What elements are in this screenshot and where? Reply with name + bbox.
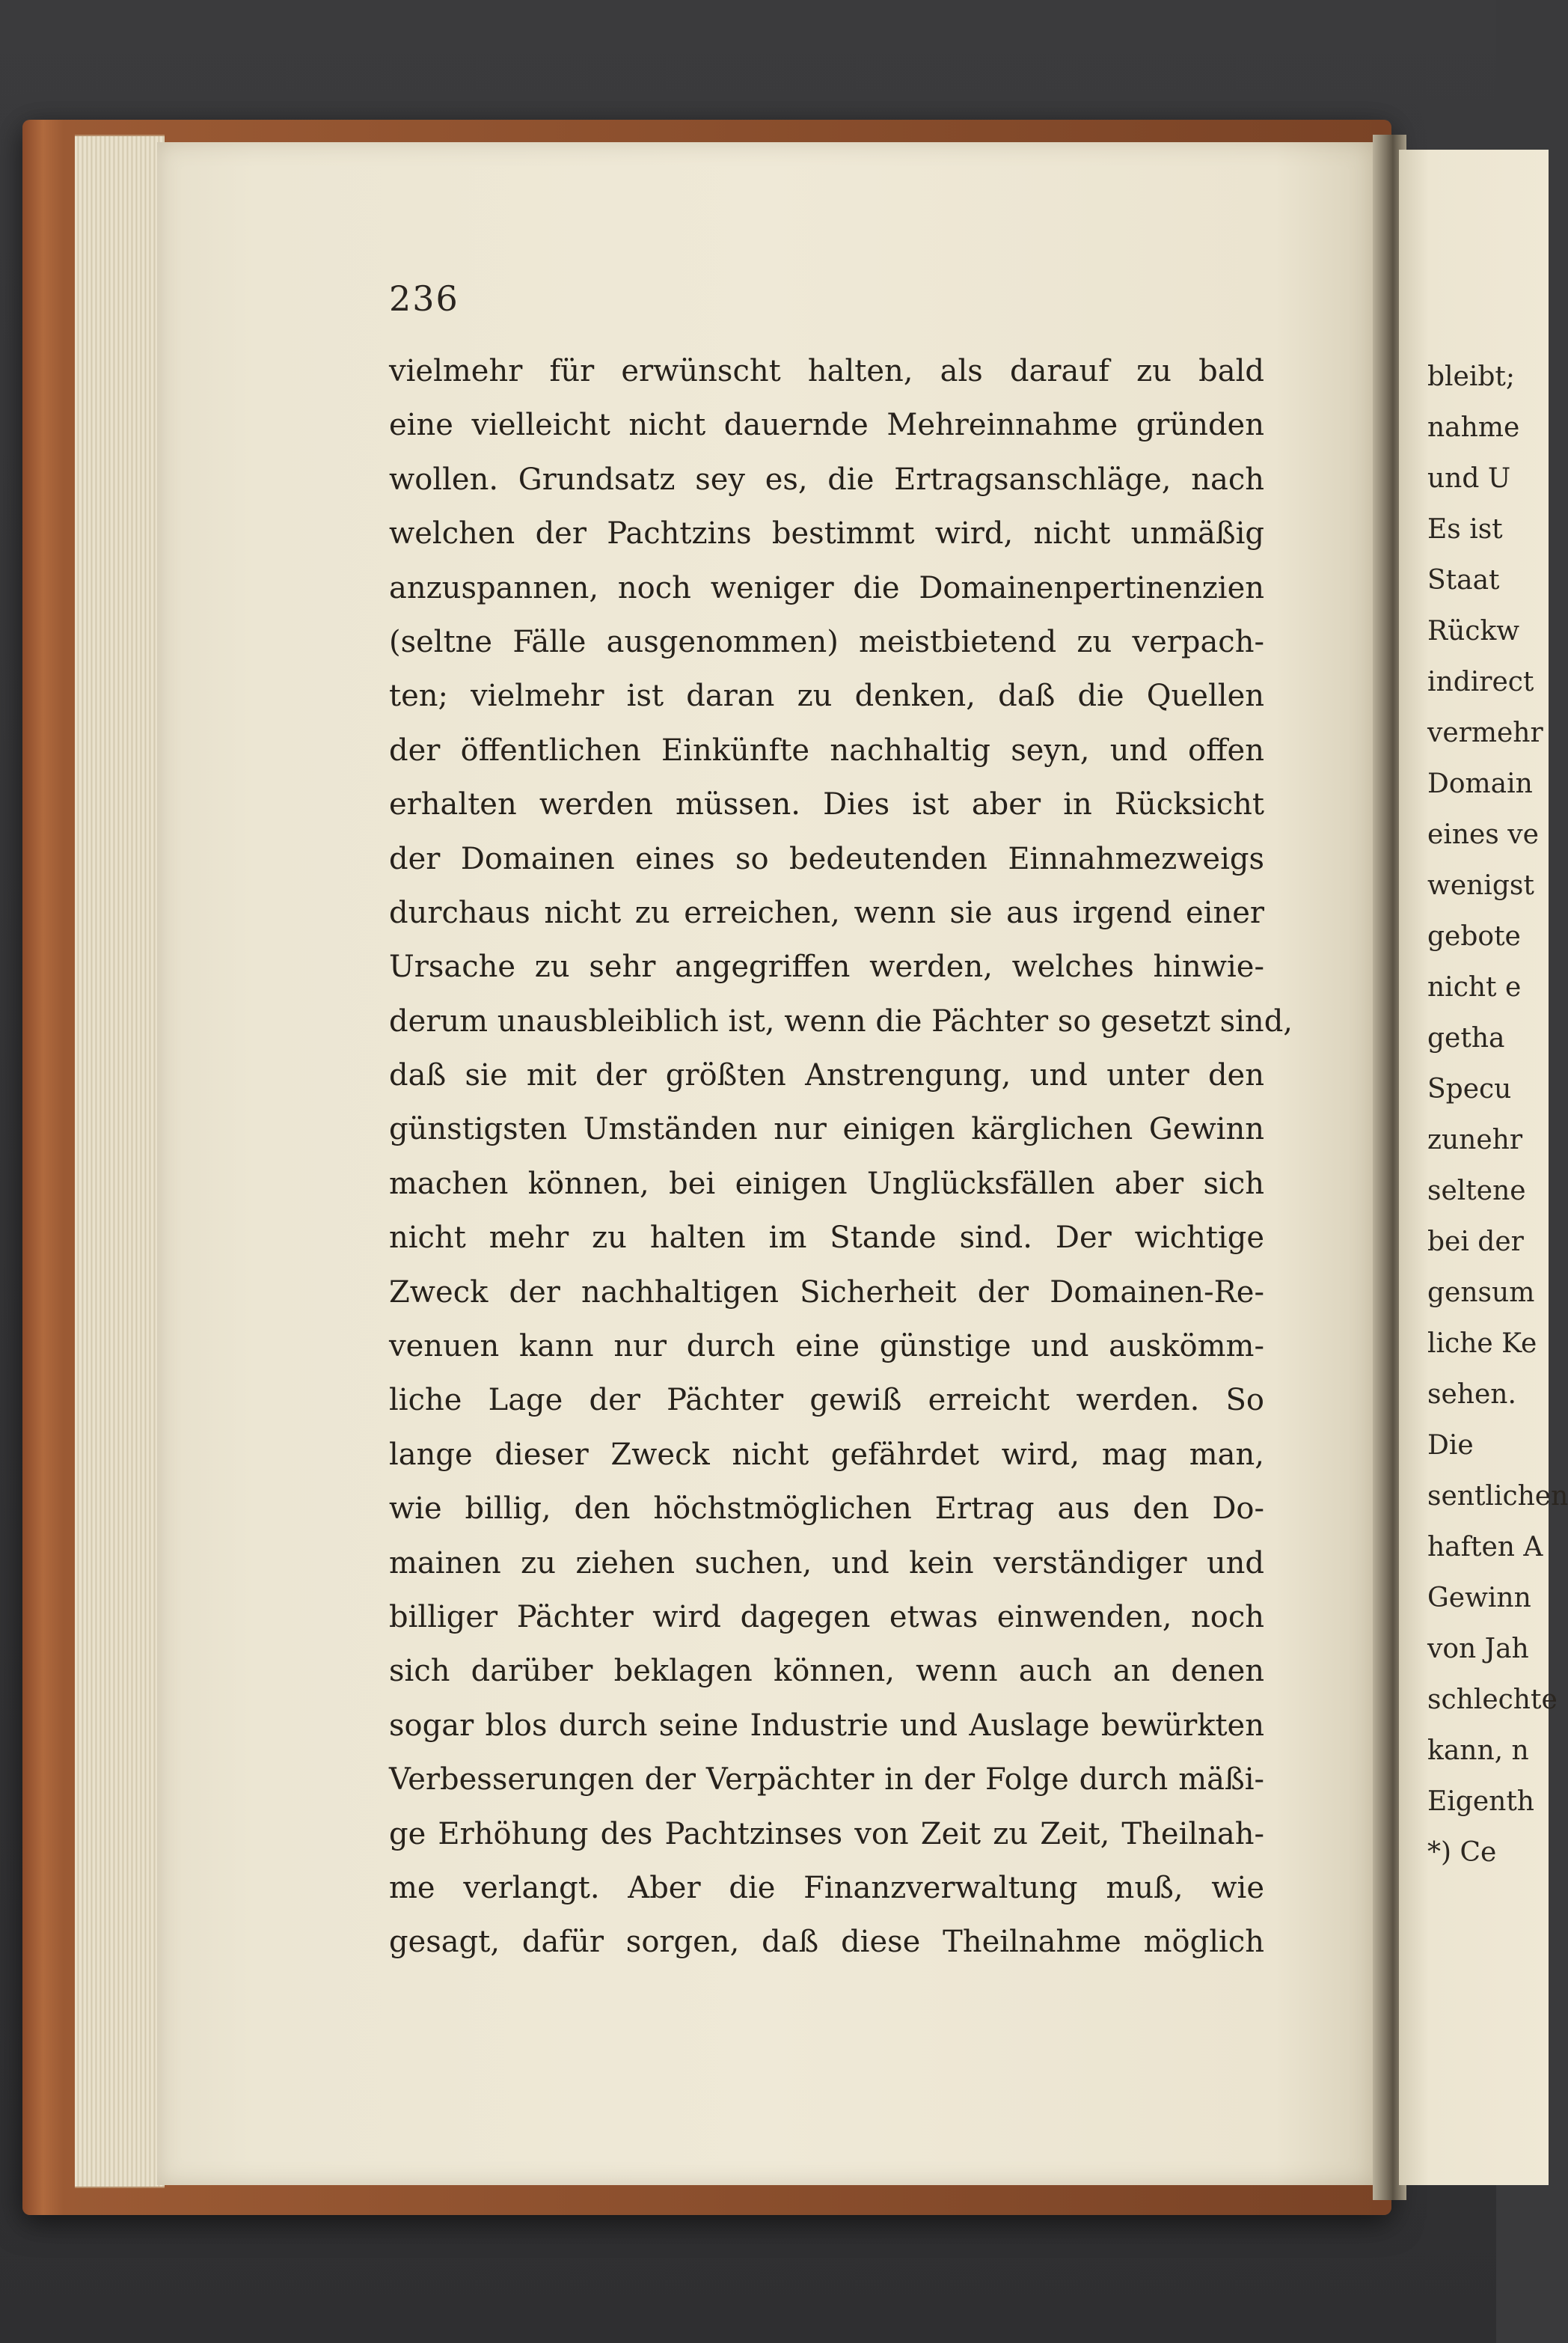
facing-text-line: seltene [1427, 1176, 1526, 1206]
facing-text-line: bei der [1427, 1227, 1524, 1257]
facing-text-line: sentlichen [1427, 1481, 1568, 1512]
facing-text-line: getha [1427, 1023, 1505, 1054]
text-line: sich darüber beklagen können, wenn auch an denen [389, 1654, 1264, 1689]
text-line: me verlangt. Aber die Finanzverwaltung muß, wie [389, 1870, 1264, 1905]
text-line: gesagt, dafür sorgen, daß diese Theilnahme möglich [389, 1925, 1264, 1960]
facing-text-line: nahme [1427, 412, 1520, 443]
text-line: Ursache zu sehr angegriffen werden, welches hinwie- [389, 950, 1264, 985]
text-line: ten; vielmehr ist daran zu denken, daß die Quellen [389, 679, 1264, 714]
text-line: der Domainen eines so bedeutenden Einnahmezweigs [389, 841, 1264, 876]
text-line: vielmehr für erwünscht halten, als darauf zu bald [389, 354, 1264, 388]
facing-text-line: wenigst [1427, 870, 1534, 901]
facing-text-line: indirect [1427, 667, 1534, 697]
text-line: wollen. Grundsatz sey es, die Ertragsanschläge, nach [389, 462, 1264, 497]
text-line: Verbesserungen der Verpächter in der Folge durch mäßi- [389, 1762, 1264, 1797]
facing-text-line: nicht e [1427, 972, 1522, 1003]
text-line: eine vielleicht nicht dauernde Mehreinnahme gründen [389, 408, 1264, 443]
page-body-text [389, 344, 1293, 1970]
text-line: lange dieser Zweck nicht gefährdet wird, mag man, [389, 1437, 1264, 1472]
text-line: nicht mehr zu halten im Stande sind. Der wichtige [389, 1221, 1264, 1256]
facing-page-text [1427, 352, 1568, 1878]
facing-text-line: schlechte [1427, 1684, 1558, 1715]
text-line: billiger Pächter wird dagegen etwas einwenden, noch [389, 1599, 1264, 1634]
text-line: anzuspannen, noch weniger die Domainenpertinenzien [389, 570, 1264, 605]
facing-text-line: Eigenth [1427, 1786, 1534, 1817]
facing-text-line: Rückw [1427, 616, 1520, 647]
facing-text-line: kann, n [1427, 1735, 1529, 1766]
facing-text-line: Staat [1427, 565, 1500, 596]
facing-text-line: sehen. [1427, 1379, 1516, 1410]
text-line: derum unausbleiblich ist, wenn die Pächter so gesetzt sind, [389, 1004, 1293, 1039]
facing-text-line: haften A [1427, 1532, 1543, 1562]
text-line: machen können, bei einigen Unglücksfällen aber sich [389, 1166, 1264, 1201]
facing-text-line: von Jah [1427, 1634, 1529, 1664]
facing-text-line: eines ve [1427, 819, 1539, 850]
facing-text-line: bleibt; [1427, 361, 1516, 392]
text-line: erhalten werden müssen. Dies ist aber in Rücksicht [389, 787, 1264, 822]
facing-text-line: vermehr [1427, 718, 1543, 748]
text-line: wie billig, den höchstmöglichen Ertrag aus den Do- [389, 1491, 1264, 1527]
facing-text-line: Die [1427, 1430, 1474, 1461]
text-line: ge Erhöhung des Pachtzinses von Zeit zu Zeit, Theilnah- [389, 1816, 1264, 1851]
facing-text-line: Domain [1427, 769, 1533, 799]
facing-text-line: zunehr [1427, 1125, 1523, 1155]
facing-text-line: *) Ce [1427, 1837, 1497, 1868]
page-edges [75, 135, 165, 2188]
text-line: daß sie mit der größten Anstrengung, und unter den [389, 1058, 1264, 1093]
facing-text-line: Es ist [1427, 514, 1503, 545]
facing-text-line: Gewinn [1427, 1583, 1531, 1613]
facing-page [1399, 150, 1568, 2185]
facing-text-line: liche Ke [1427, 1328, 1537, 1359]
text-line: günstigsten Umständen nur einigen kärglichen Gewinn [389, 1112, 1264, 1147]
text-line: der öffentlichen Einkünfte nachhaltig seyn, und offen [389, 733, 1264, 768]
facing-text-line: gebote [1427, 921, 1521, 952]
text-line: durchaus nicht zu erreichen, wenn sie aus irgend einer [389, 895, 1264, 930]
facing-text-line: gensum [1427, 1277, 1535, 1308]
page-number: 236 [389, 278, 459, 319]
text-line: mainen zu ziehen suchen, und kein verständiger und [389, 1545, 1264, 1580]
facing-text-line: Specu [1427, 1074, 1512, 1105]
text-line: Zweck der nachhaltigen Sicherheit der Domainen-Re- [389, 1274, 1264, 1310]
text-line: liche Lage der Pächter gewiß erreicht werden. So [389, 1383, 1264, 1418]
facing-text-line: und U [1427, 463, 1511, 494]
text-line: welchen der Pachtzins bestimmt wird, nicht unmäßig [389, 516, 1264, 552]
text-line: (seltne Fälle ausgenommen) meistbietend zu verpach- [389, 624, 1264, 659]
text-line: venuen kann nur durch eine günstige und auskömm- [389, 1329, 1264, 1364]
text-line: sogar blos durch seine Industrie und Auslage bewürkten [389, 1708, 1264, 1743]
